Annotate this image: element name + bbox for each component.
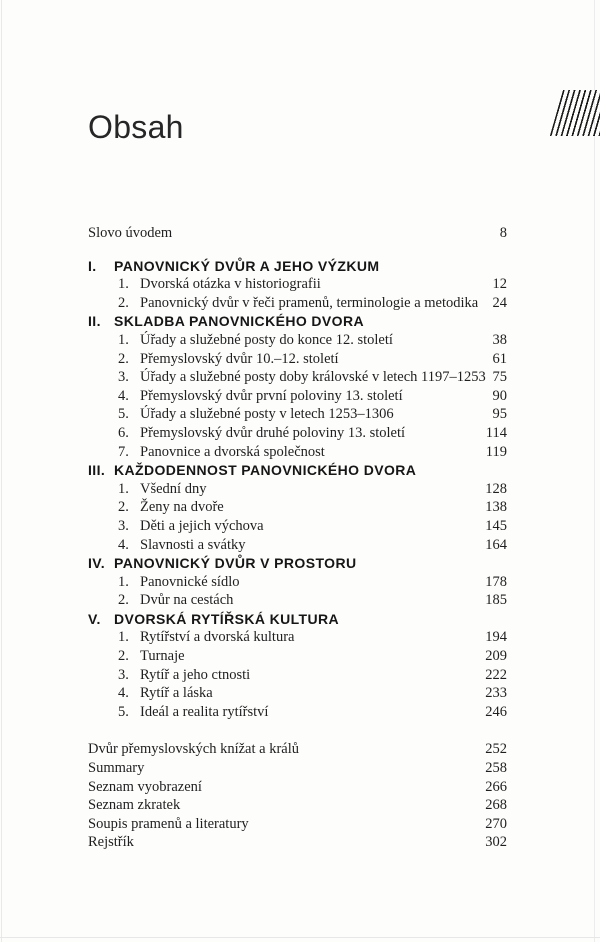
entry-label: Slovo úvodem — [88, 225, 173, 241]
entry-number: 5. — [118, 703, 129, 720]
section-numeral: V. — [88, 610, 101, 627]
entry-page-number: 302 — [485, 834, 507, 851]
toc-sections — [88, 257, 507, 722]
toc-entry — [88, 405, 507, 424]
entry-label: Dvůr na cestách — [140, 592, 234, 609]
toc-section-heading — [88, 461, 507, 480]
entry-label: Rytíř a láska — [140, 685, 213, 702]
entry-page-number: 145 — [485, 517, 507, 534]
toc-entry — [88, 536, 507, 555]
entry-number: 2. — [118, 499, 129, 516]
entry-label: Všední dny — [140, 480, 207, 497]
entry-label: Slavnosti a svátky — [140, 536, 246, 553]
toc-entry — [88, 517, 507, 536]
section-heading-label: KAŽDODENNOST PANOVNICKÉHO DVORA — [114, 462, 417, 479]
entry-number: 3. — [118, 517, 129, 534]
page-edge-left — [1, 0, 2, 942]
entry-page-number: 75 — [492, 369, 507, 386]
entry-page-number: 233 — [485, 685, 507, 702]
toc-entry — [88, 498, 507, 517]
entry-page-number: 61 — [492, 350, 507, 367]
entry-label: Přemyslovský dvůr druhé poloviny 13. století — [140, 424, 406, 441]
entry-label: Panovnické sídlo — [140, 573, 240, 590]
toc-entry — [88, 275, 507, 294]
section-heading-label: PANOVNICKÝ DVŮR A JEHO VÝZKUM — [114, 257, 380, 274]
entry-page-number: 222 — [485, 666, 507, 683]
entry-number: 3. — [118, 369, 129, 386]
entry-number: 2. — [118, 648, 129, 665]
entry-label: Seznam vyobrazení — [88, 778, 202, 795]
toc-entry — [88, 778, 507, 797]
toc-entry — [88, 815, 507, 834]
entry-label: Ideál a realita rytířství — [140, 703, 269, 720]
entry-label: Panovnice a dvorská společnost — [140, 443, 325, 460]
table-of-contents — [88, 224, 507, 852]
entry-number: 4. — [118, 387, 129, 404]
diagonal-hatch-icon — [550, 90, 600, 136]
entry-page-number: 270 — [485, 815, 507, 832]
toc-section-heading — [88, 610, 507, 629]
toc-entry — [88, 573, 507, 592]
entry-page-number: 185 — [485, 592, 507, 609]
entry-page-number: 114 — [485, 424, 507, 441]
entry-label: Summary — [88, 760, 145, 777]
entry-page-number: 12 — [492, 276, 507, 293]
entry-label: Seznam zkratek — [88, 797, 181, 814]
entry-page-number: 209 — [485, 648, 507, 665]
entry-label: Dvůr přemyslovských knížat a králů — [88, 741, 300, 758]
toc-entry — [88, 684, 507, 703]
entry-page-number: 119 — [485, 443, 507, 460]
entry-page-number: 194 — [485, 629, 507, 646]
toc-entry — [88, 443, 507, 462]
toc-entry — [88, 294, 507, 313]
entry-label: Soupis pramenů a literatury — [88, 815, 249, 832]
page-edge-right — [594, 0, 595, 942]
entry-number: 4. — [118, 685, 129, 702]
page-title: Obsah — [88, 109, 184, 146]
entry-label: Panovnický dvůr v řeči pramenů, terminologie a metodika — [140, 294, 479, 311]
entry-page-number: 38 — [492, 331, 507, 348]
entry-number: 3. — [118, 666, 129, 683]
toc-entry — [88, 759, 507, 778]
entry-number: 1. — [118, 480, 129, 497]
entry-number: 5. — [118, 406, 129, 423]
section-heading-label: PANOVNICKÝ DVŮR V PROSTORU — [114, 555, 357, 572]
toc-entry — [88, 796, 507, 815]
entry-number: 2. — [118, 350, 129, 367]
entry-page-number: 252 — [485, 741, 507, 758]
toc-section-heading — [88, 257, 507, 276]
section-numeral: II. — [88, 313, 101, 330]
section-numeral: IV. — [88, 555, 106, 572]
entry-page-number: 266 — [485, 778, 507, 795]
entry-label: Děti a jejich výchova — [140, 517, 264, 534]
entry-number: 2. — [118, 294, 129, 311]
entry-label: Ženy na dvoře — [140, 499, 224, 516]
entry-number: 1. — [118, 276, 129, 293]
section-heading-label: SKLADBA PANOVNICKÉHO DVORA — [114, 313, 364, 330]
toc-entry — [88, 331, 507, 350]
entry-label: Přemyslovský dvůr první poloviny 13. století — [140, 387, 403, 404]
toc-entry — [88, 666, 507, 685]
section-heading-label: DVORSKÁ RYTÍŘSKÁ KULTURA — [114, 610, 340, 627]
entry-label: Turnaje — [140, 648, 185, 665]
entry-label: Rytířství a dvorská kultura — [140, 629, 295, 646]
toc-section-heading — [88, 312, 507, 331]
entry-page-number: 90 — [492, 387, 507, 404]
section-numeral: III. — [88, 462, 106, 479]
entry-label: Úřady a služebné posty do konce 12. století — [140, 331, 393, 348]
entry-page-number: 138 — [485, 499, 507, 516]
section-numeral: I. — [88, 257, 97, 274]
entry-page-number: 8 — [499, 225, 507, 241]
entry-label: Přemyslovský dvůr 10.–12. století — [140, 350, 339, 367]
toc-entry — [88, 740, 507, 759]
entry-label: Rejstřík — [88, 834, 134, 851]
entry-page-number: 95 — [492, 406, 507, 423]
toc-entry — [88, 703, 507, 722]
entry-page-number: 24 — [492, 294, 507, 311]
toc-entry — [88, 387, 507, 406]
toc-entry — [88, 350, 507, 369]
entry-number: 6. — [118, 424, 129, 441]
toc-entry — [88, 480, 507, 499]
entry-number: 2. — [118, 592, 129, 609]
entry-label: Úřady a služebné posty doby královské v letech 1197–1253 — [140, 369, 486, 386]
entry-label: Rytíř a jeho ctnosti — [140, 666, 251, 683]
entry-label: Úřady a služebné posty v letech 1253–1306 — [140, 406, 394, 423]
toc-entry — [88, 591, 507, 610]
entry-number: 7. — [118, 443, 129, 460]
toc-entry — [88, 224, 507, 243]
entry-page-number: 178 — [485, 573, 507, 590]
entry-number: 1. — [118, 573, 129, 590]
entry-page-number: 258 — [485, 760, 507, 777]
toc-entry — [88, 424, 507, 443]
entry-page-number: 246 — [485, 703, 507, 720]
page-edge-bottom — [0, 937, 600, 938]
toc-back — [88, 740, 507, 852]
toc-entry — [88, 368, 507, 387]
toc-entry — [88, 647, 507, 666]
entry-label: Dvorská otázka v historiografii — [140, 276, 321, 293]
toc-front — [88, 224, 507, 243]
toc-section-heading — [88, 554, 507, 573]
entry-page-number: 128 — [485, 480, 507, 497]
entry-number: 1. — [118, 331, 129, 348]
toc-entry — [88, 628, 507, 647]
entry-page-number: 268 — [485, 797, 507, 814]
entry-number: 1. — [118, 629, 129, 646]
entry-page-number: 164 — [485, 536, 507, 553]
toc-entry — [88, 833, 507, 852]
entry-number: 4. — [118, 536, 129, 553]
